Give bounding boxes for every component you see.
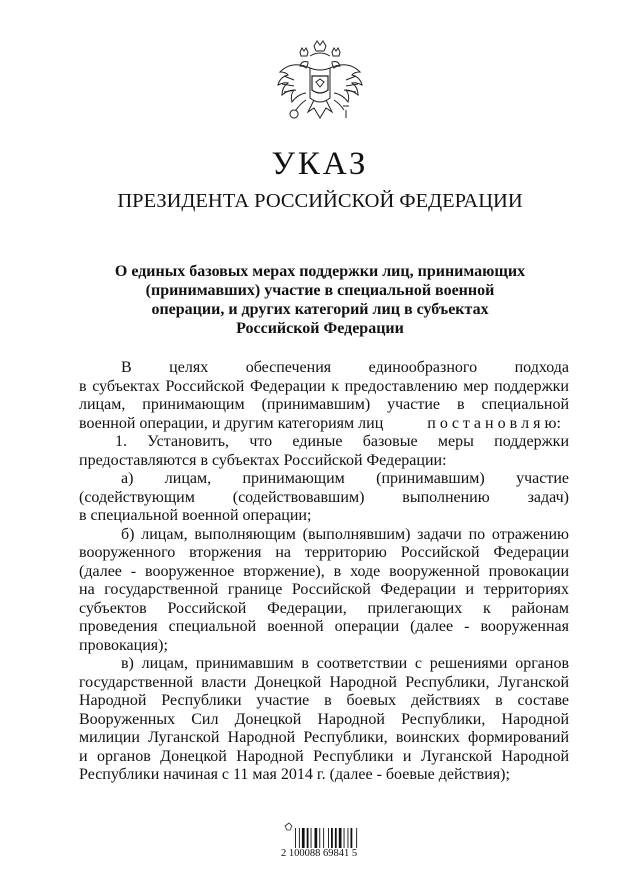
decree-body xyxy=(79,359,569,785)
barcode-bar xyxy=(295,828,296,848)
body-line: а) лицам, принимающим (принимавшим) участие xyxy=(121,470,569,487)
barcode-bar xyxy=(323,828,324,848)
body-line: Народной Республики участие в боевых действиях в составе xyxy=(79,692,569,709)
barcode-bar xyxy=(302,828,305,848)
barcode-mark xyxy=(285,823,292,830)
barcode-bar xyxy=(319,828,320,848)
body-line: субъектов Российской Федерации, прилегающих к районам xyxy=(79,599,569,617)
body-line: в специальной военной операции; xyxy=(79,507,312,524)
body-line: 1. Установить, что единые базовые меры поддержки xyxy=(115,433,569,450)
body-line: предоставляются в субъектах Российской Федерации: xyxy=(79,451,447,469)
decree-heading xyxy=(108,262,532,338)
body-line: на государственной границе Российской Федерации и территориях xyxy=(79,581,569,598)
barcode-bar xyxy=(339,828,342,848)
body-line-text: военной операции, и другим категориям лиц xyxy=(79,414,384,432)
barcode-bar xyxy=(328,828,329,848)
state-emblem-icon xyxy=(270,38,370,134)
resolve-word: п о с т а н о в л я ю: xyxy=(427,414,561,432)
barcode-bar xyxy=(307,828,309,848)
body-line: в) лицам, принимавшим в соответствии с решениями органов xyxy=(121,655,569,672)
barcode-bar xyxy=(331,828,333,848)
body-line xyxy=(79,415,569,434)
heading-line: О единых базовых мерах поддержки лиц, принимающих xyxy=(114,263,526,280)
body-line: лицам, принимающим (принимавшим) участие в специальной xyxy=(79,396,569,413)
body-line: государственной власти Донецкой Народной Республики, Луганской xyxy=(79,673,569,691)
body-line: и органов Донецкой Народной Республики и Луганской Народной xyxy=(79,747,569,765)
body-line: (содействующим (содействовавшим) выполнению задач) xyxy=(79,488,569,506)
body-line: провокация); xyxy=(79,636,168,654)
barcode-bar xyxy=(335,828,337,848)
body-line: проведения специальной военной операции (далее - вооруженная xyxy=(79,618,569,635)
body-line: вооруженного вторжения на территорию Российской Федерации xyxy=(79,544,569,561)
barcode-bar xyxy=(311,828,312,848)
barcode-bar xyxy=(348,828,349,848)
heading-line: (принимавших) участие в специальной военной xyxy=(145,282,495,299)
body-line: (далее - вооруженное вторжение), в ходе вооруженной провокации xyxy=(79,562,569,580)
decree-subtitle: ПРЕЗИДЕНТА РОССИЙСКОЙ ФЕДЕРАЦИИ xyxy=(117,190,523,212)
body-line: Республики начиная с 11 мая 2014 г. (далее - боевые действия); xyxy=(79,766,510,783)
heading-line: Российской Федерации xyxy=(236,320,404,337)
body-line: Вооруженных Сил Донецкой Народной Республики, Народной xyxy=(79,710,569,728)
body-line: б) лицам, выполняющим (выполнявшим) задачи по отражению xyxy=(121,525,569,543)
body-line: В целях обеспечения единообразного подхода xyxy=(121,359,569,376)
body-line: милиции Луганской Народной Республики, воинских формирований xyxy=(79,729,569,746)
barcode-bar xyxy=(299,828,300,848)
barcode-bar xyxy=(351,828,353,848)
barcode-bar xyxy=(356,828,357,848)
heading-line: операции, и других категорий лиц в субъектах xyxy=(151,301,489,318)
barcode-bar xyxy=(344,828,345,848)
decree-title: УКАЗ xyxy=(271,146,369,182)
barcode-number: 2 100088 69841 5 xyxy=(281,848,358,859)
barcode-bar xyxy=(315,828,318,848)
body-line: в субъектах Российской Федерации к предоставлению мер поддержки xyxy=(79,377,569,395)
